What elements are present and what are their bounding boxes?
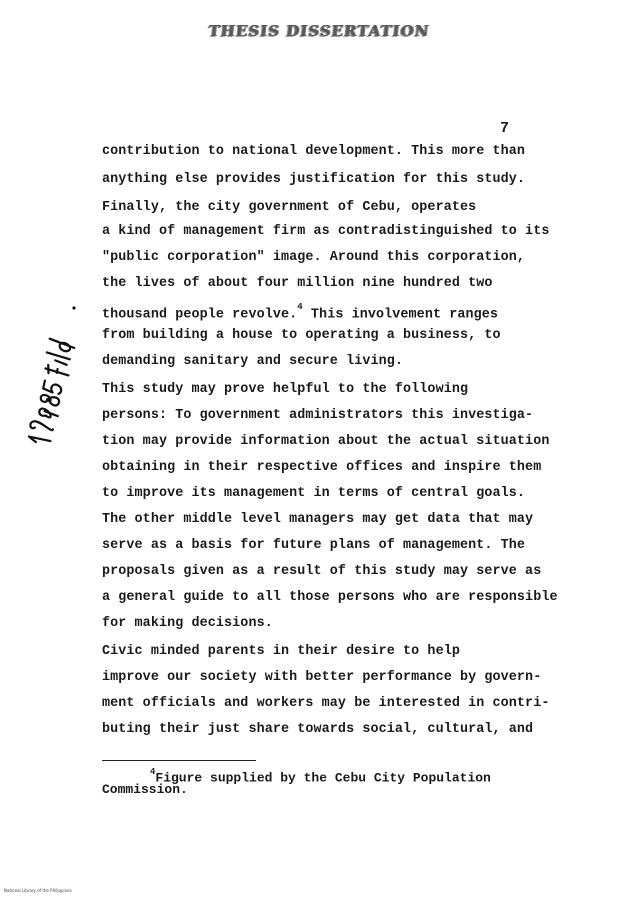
thesis-dissertation-stamp: THESIS DISSERTATION [207, 22, 431, 40]
page-number: 7 [500, 120, 510, 137]
text-line: contribution to national development. This more than [102, 144, 526, 159]
footnote-marker: 4 [150, 767, 156, 777]
text-line: anything else provides justification for this study. [102, 172, 526, 187]
text-line: from building a house to operating a business, to [102, 328, 501, 343]
text-line: ment officials and workers may be interested in contri- [102, 696, 550, 711]
footnote-line: Commission. [102, 782, 188, 797]
text-line: obtaining in their respective offices and inspire them [102, 460, 542, 475]
text-line: demanding sanitary and secure living. [102, 354, 404, 369]
text-line: The other middle level managers may get data that may [102, 512, 534, 527]
text-line: Finally, the city government of Cebu, operates [102, 200, 477, 215]
text-line: serve as a basis for future plans of management. The [102, 538, 526, 553]
text-line: improve our society with better performance by govern- [102, 670, 542, 685]
text-line: to improve its management in terms of central goals. [102, 486, 526, 501]
text-line: tion may provide information about the actual situation [102, 434, 550, 449]
text-line: persons: To government administrators this investiga- [102, 408, 534, 423]
text-line: buting their just share towards social, cultural, and [102, 722, 534, 737]
text-line-part: thousand people revolve. [102, 307, 298, 323]
text-line: for making decisions. [102, 616, 273, 631]
handwritten-note-drawing [24, 296, 80, 456]
text-line: proposals given as a result of this study may serve as [102, 564, 542, 579]
footnote-text: Figure supplied by the Cebu City Population [155, 770, 491, 786]
text-line: a general guide to all those persons who are responsible [102, 590, 558, 605]
footnote-reference: 4 [297, 302, 303, 312]
text-line-part: This involvement ranges [302, 307, 499, 323]
text-line: the lives of about four million nine hundred two [102, 276, 493, 291]
text-line: This study may prove helpful to the following [102, 382, 469, 397]
library-imprint: National Library of the Philippines [4, 888, 72, 893]
text-line: "public corporation" image. Around this corporation, [102, 250, 526, 265]
text-line: Civic minded parents in their desire to help [102, 644, 460, 659]
text-line: a kind of management firm as contradistinguished to its [102, 224, 550, 239]
text-line-with-footnote [102, 302, 498, 323]
footnote-separator [102, 760, 256, 761]
handwritten-margin-note [24, 296, 80, 456]
